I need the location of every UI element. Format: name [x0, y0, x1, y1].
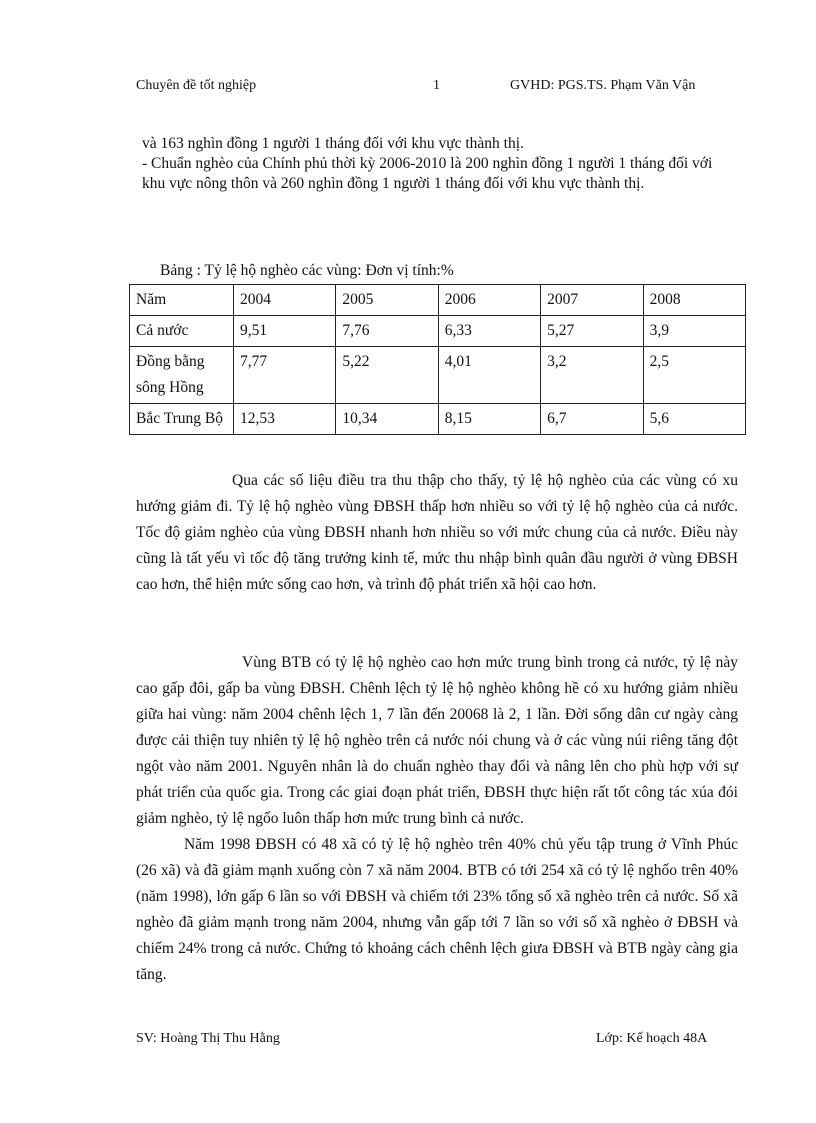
table-header-cell: 2005	[336, 285, 438, 316]
intro-line-3: khu vực nông thôn và 260 nghìn đồng 1 người 1 tháng đối với khu vực thành thị.	[142, 175, 645, 192]
table-row	[130, 316, 746, 347]
poverty-rate-table	[129, 284, 746, 435]
table-cell: 3,9	[643, 316, 745, 347]
intro-text	[142, 134, 717, 194]
table-cell: 9,51	[234, 316, 336, 347]
table-cell: 2,5	[643, 347, 745, 404]
analysis-section-1	[136, 468, 738, 598]
footer-student: SV: Hoàng Thị Thu Hằng	[136, 1031, 280, 1046]
intro-line-1: và 163 nghìn đồng 1 người 1 tháng đối với khu vực thành thị.	[142, 135, 524, 152]
table-header-cell: 2008	[643, 285, 745, 316]
header-right: GVHD: PGS.TS. Phạm Văn Vận	[510, 78, 696, 93]
table-caption: Bảng : Tỷ lệ hộ nghèo các vùng: Đơn vị tính:%	[160, 262, 454, 279]
table-cell: Cả nước	[130, 316, 234, 347]
table-cell: 5,6	[643, 404, 745, 435]
table-cell: 8,15	[438, 404, 540, 435]
table-cell: 6,7	[541, 404, 643, 435]
table-cell: Bắc Trung Bộ	[130, 404, 234, 435]
table-header-cell: Năm	[130, 285, 234, 316]
paragraph-1: Qua các số liệu điều tra thu thập cho thấy, tỷ lệ hộ nghèo của các vùng có xu hướng giảm đi. Tỷ lệ hộ nghèo vùng ĐBSH thấp hơn nhiều so với tỷ lệ hộ nghèo của cả nước. Tốc độ giảm nghèo của vùng ĐBSH nhanh hơn nhiều so với mức chung của cả nước. Điều này cũng là tất yếu vì tốc độ tăng trưởng kinh tế, mức thu nhập bình quân đầu người ở vùng ĐBSH cao hơn, thể hiện mức sống cao hơn, và trình độ phát triển xã hội cao hơn.	[136, 472, 738, 593]
table-cell: 12,53	[234, 404, 336, 435]
table-cell: 6,33	[438, 316, 540, 347]
table-cell: 4,01	[438, 347, 540, 404]
table-header-row	[130, 285, 746, 316]
table-cell: 7,77	[234, 347, 336, 404]
table-header-cell: 2004	[234, 285, 336, 316]
analysis-section-2	[136, 650, 738, 988]
table-row	[130, 347, 746, 404]
table-cell: 5,22	[336, 347, 438, 404]
footer-class: Lớp: Kế hoạch 48A	[596, 1031, 708, 1046]
paragraph-3: Năm 1998 ĐBSH có 48 xã có tỷ lệ hộ nghèo trên 40% chủ yếu tập trung ở Vĩnh Phúc (26 xã) và đã giảm mạnh xuống còn 7 xã năm 2004. BTB có tới 254 xã có tỷ lệ nghốo trên 40% (năm 1998), lớn gấp 6 lần so với ĐBSH và chiếm tới 23% tổng số xã nghèo trên cả nước. Số xã nghèo đã giảm mạnh trong năm 2004, nhưng vẫn gấp tới 7 lần so với số xã nghèo ở ĐBSH và chiếm 24% trong cả nước. Chứng tỏ khoảng cách chênh lệch giưa ĐBSH và BTB ngày càng gia tăng.	[136, 836, 738, 983]
table-cell: 10,34	[336, 404, 438, 435]
paragraph-2: Vùng BTB có tỷ lệ hộ nghèo cao hơn mức trung bình trong cả nước, tỷ lệ này cao gấp đôi, gấp ba vùng ĐBSH. Chênh lệch tỷ lệ hộ nghèo không hề có xu hướng giảm nhiều giữa hai vùng: năm 2004 chênh lệch 1, 7 lần đến 20068 là 2, 1 lần. Đời sống dân cư ngày càng được cải thiện tuy nhiên tỷ lệ hộ nghèo trên cả nước nói chung và ở các vùng núi riêng tăng đột ngột vào năm 2001. Nguyên nhân là do chuẩn nghèo thay đổi và nâng lên cho phù hợp với sự phát triển của quốc gia. Trong các giai đoạn phát triển, ĐBSH thực hiện rất tốt công tác xúa đói giảm nghèo, tỷ lệ ngốo luôn thấp hơn mức trung bình cả nước.	[136, 654, 738, 827]
table-cell: 3,2	[541, 347, 643, 404]
header-left: Chuyên đề tốt nghiệp	[136, 78, 257, 93]
page-number: 1	[433, 78, 440, 93]
table-row	[130, 404, 746, 435]
table-cell: 7,76	[336, 316, 438, 347]
table-header-cell: 2007	[541, 285, 643, 316]
table-header-cell: 2006	[438, 285, 540, 316]
table-cell: 5,27	[541, 316, 643, 347]
intro-line-2: - Chuẩn nghèo của Chính phủ thời kỳ 2006-2010 là 200 nghìn đồng 1 người 1 tháng đối với	[142, 155, 713, 172]
table-cell: Đồng bằng sông Hồng	[130, 347, 234, 404]
